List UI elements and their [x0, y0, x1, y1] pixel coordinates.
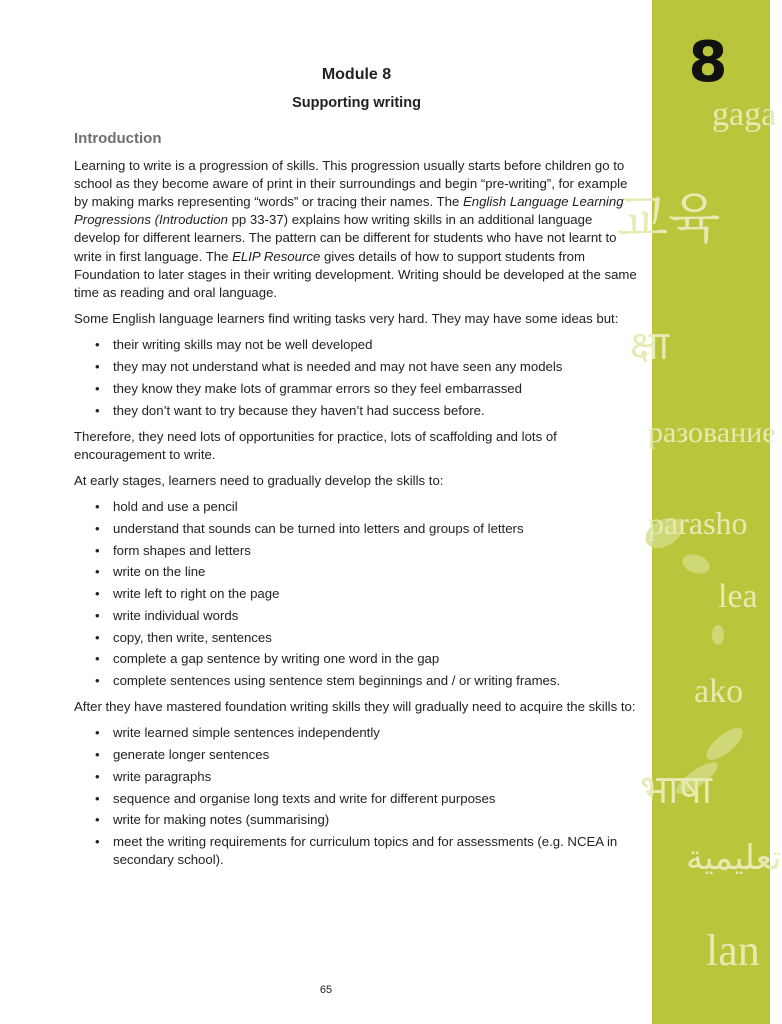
list-item: • their writing skills may not be well developed	[113, 336, 639, 354]
sidebar-word: تعليمية	[686, 838, 782, 878]
difficulty-list	[74, 336, 639, 419]
list-item: • write for making notes (summarising)	[113, 811, 639, 829]
module-subtitle: Supporting writing	[292, 95, 421, 112]
list-item: • they may not understand what is needed and may not have seen any models	[113, 358, 639, 376]
list-item: • complete a gap sentence by writing one word in the gap	[113, 650, 639, 668]
paragraph: At early stages, learners need to gradually develop the skills to:	[74, 473, 444, 489]
list-item: • sequence and organise long texts and write for different purposes	[113, 790, 639, 808]
list-item: • copy, then write, sentences	[113, 629, 639, 647]
paragraph-text: Learning to write is a progression of skills. This progression usually starts before children go to school as they become aware of print in their surroundings and begin “pre-writing”, for example by making marks representing “words” or tracing their names. The	[74, 157, 628, 210]
list-item: • write individual words	[113, 607, 639, 625]
sidebar-word: lan	[706, 926, 760, 975]
sidebar-word: gaga	[712, 96, 777, 133]
sidebar-word: ako	[694, 673, 744, 710]
decorative-shape	[701, 723, 747, 766]
list-item: • generate longer sentences	[113, 746, 639, 764]
sidebar-word: 교육	[616, 187, 721, 250]
later-skills-list	[74, 724, 639, 869]
sidebar-word: parasho	[648, 505, 748, 541]
list-item: • write learned simple sentences independently	[113, 724, 639, 742]
list-item: • hold and use a pencil	[113, 498, 639, 516]
section-heading: Introduction	[74, 130, 162, 148]
list-item: • meet the writing requirements for curriculum topics and for assessments (e.g. NCEA in secondary school).	[113, 833, 639, 869]
list-item: • they know they make lots of grammar errors so they feel embarrassed	[113, 380, 639, 398]
paragraph: Some English language learners find writing tasks very hard. They may have some ideas but:	[74, 311, 619, 327]
list-item: • they don’t want to try because they haven’t had success before.	[113, 402, 639, 420]
sidebar-word: разование	[648, 416, 776, 449]
early-skills-list	[74, 498, 639, 690]
paragraph: After they have mastered foundation writing skills they will gradually need to acquire the skills to:	[74, 699, 636, 715]
list-item: • complete sentences using sentence stem beginnings and / or writing frames.	[113, 672, 639, 690]
sidebar-word: भाषा	[640, 767, 712, 813]
list-item: • write on the line	[113, 563, 639, 581]
paragraph: Therefore, they need lots of opportunities for practice, lots of scaffolding and lots of encouragement to write.	[74, 428, 557, 462]
list-item: • understand that sounds can be turned into letters and groups of letters	[113, 520, 639, 538]
decorative-shape	[680, 551, 712, 577]
paragraph-text: pp 33-37) explains how writing skills in an additional language develop for different learners. The pattern can be different for students who have not learnt to write in first language. The	[74, 212, 617, 264]
reference-title: English Language Learning Progressions (Introduction	[74, 194, 624, 228]
list-item: • form shapes and letters	[113, 542, 639, 560]
paragraph-text: gives details of how to support students from Foundation to later stages in their writing development. Writing should be developed at the same time as reading and oral language.	[74, 248, 637, 301]
sidebar-word: क्षा	[630, 323, 670, 369]
decorative-shape	[712, 625, 724, 645]
module-title: Module 8	[321, 66, 392, 83]
list-item: • write paragraphs	[113, 768, 639, 786]
list-item: • write left to right on the page	[113, 585, 639, 603]
document-body	[74, 60, 639, 877]
reference-title: ELIP Resource	[232, 248, 321, 264]
intro-paragraph	[74, 157, 639, 303]
module-tab-number: 8	[688, 30, 728, 95]
sidebar-word: lea	[718, 578, 758, 615]
page-number: 65	[319, 984, 333, 996]
